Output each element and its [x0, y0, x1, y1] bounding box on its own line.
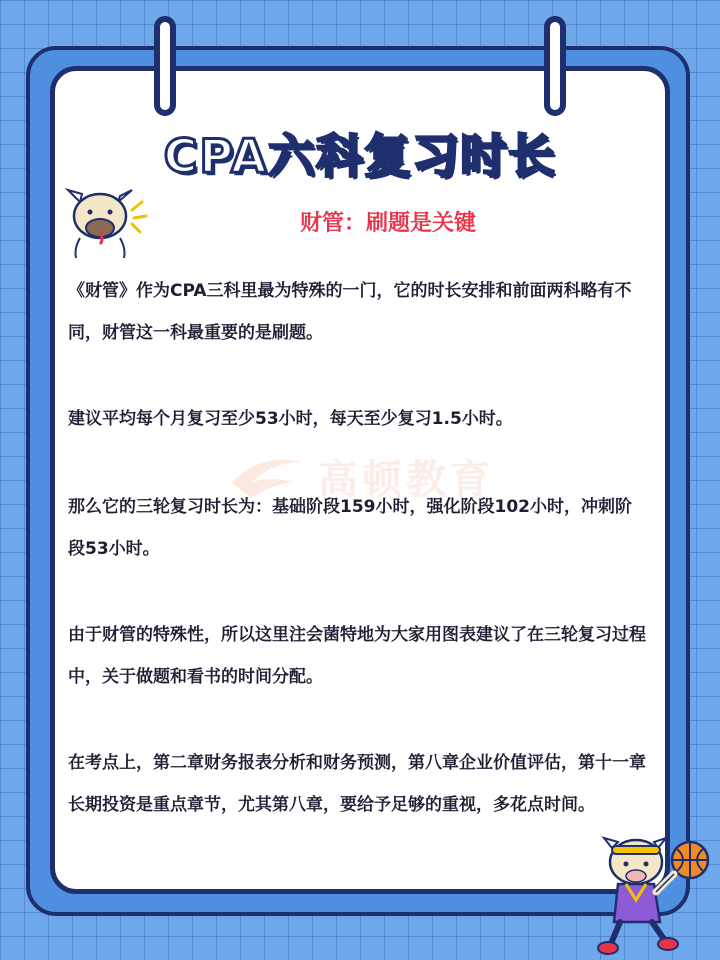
watermark-text: 高顿教育 [318, 457, 494, 503]
binder-ring-right-icon [544, 16, 566, 116]
paragraph-monthly-hours: 建议平均每个月复习至少53小时，每天至少复习1.5小时。 [68, 409, 513, 429]
basketball-cow-mascot-icon [596, 826, 714, 956]
paragraph-key-chapters: 在考点上，第二章财务报表分析和财务预测，第八章企业价值评估，第十一章长期投资是重点章节，尤其第八章，要给予足够的重视，多花点时间。 [68, 753, 646, 815]
cow-mascot-icon [60, 180, 156, 260]
paragraph-three-rounds: 那么它的三轮复习时长为：基础阶段159小时，强化阶段102小时，冲刺阶段53小时。 [68, 497, 632, 559]
poster-title: CPA六科复习时长 [163, 129, 557, 183]
binder-ring-left-icon [154, 16, 176, 116]
paragraph-time-allocation: 由于财管的特殊性，所以这里注会菌特地为大家用图表建议了在三轮复习过程中，关于做题和看书的时间分配。 [68, 625, 646, 687]
section-subtitle: 财管：刷题是关键 [300, 211, 477, 236]
paragraph-intro: 《财管》作为CPA三科里最为特殊的一门，它的时长安排和前面两科略有不同，财管这一科最重要的是刷题。 [68, 281, 632, 343]
